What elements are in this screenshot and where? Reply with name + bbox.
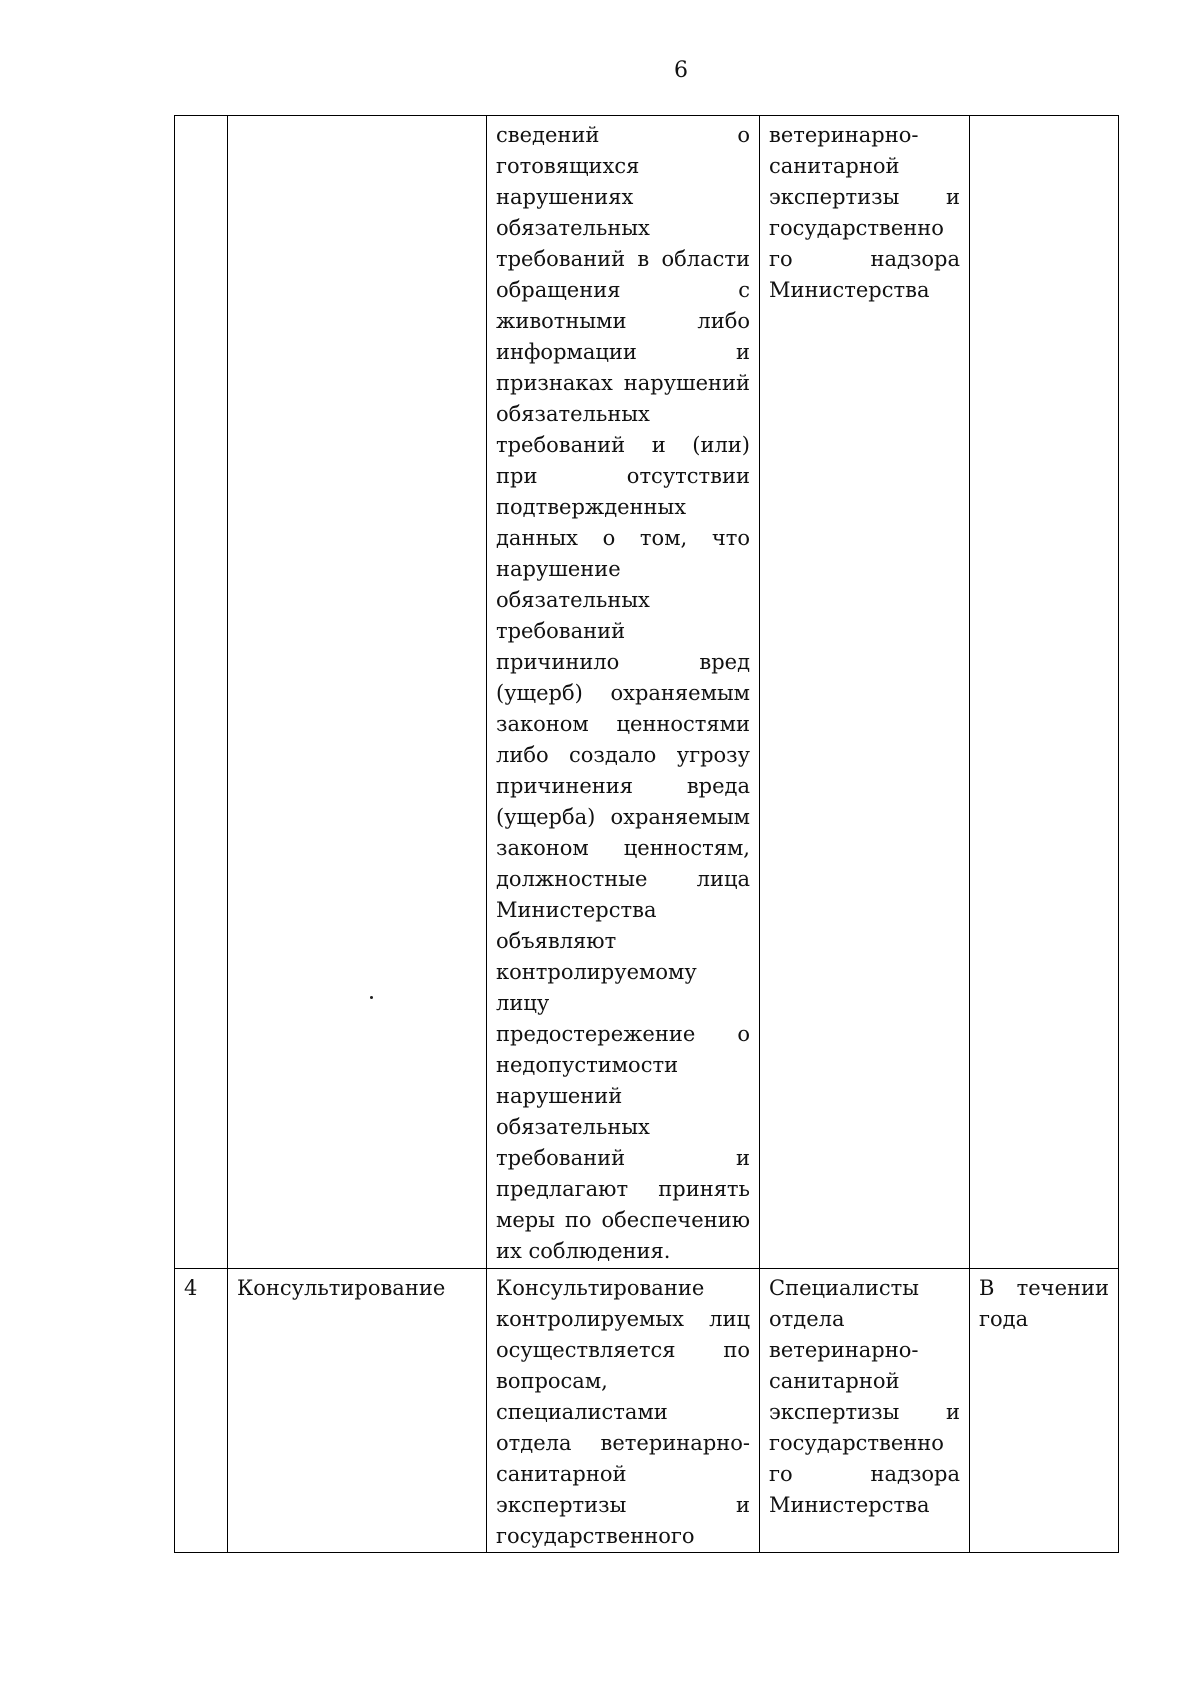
- description-line: предлагают принять: [496, 1177, 750, 1201]
- cell-number: 4: [175, 1269, 228, 1553]
- responsible-line: ветеринарно-: [769, 1338, 919, 1362]
- description-line: требований и: [496, 1146, 750, 1170]
- responsible-line: отдела: [769, 1307, 845, 1331]
- description-line: предостережение о: [496, 1022, 750, 1046]
- responsible-line: го надзора: [769, 1462, 960, 1486]
- description-line: экспертизы и: [496, 1493, 750, 1517]
- description-line: законом ценностям,: [496, 836, 750, 860]
- description-line: данных о том, что: [496, 526, 750, 550]
- cell-measure-name: Консультирование: [228, 1269, 487, 1553]
- cell-term: [970, 116, 1119, 1269]
- description-line: при отсутствии: [496, 464, 750, 488]
- description-line: государственного: [496, 1524, 695, 1548]
- description-line: специалистами: [496, 1400, 668, 1424]
- description-line: животными либо: [496, 309, 750, 333]
- description-line: осуществляется по: [496, 1338, 750, 1362]
- description-line: санитарной: [496, 1462, 627, 1486]
- responsible-line: го надзора: [769, 247, 960, 271]
- responsible-line: государственно: [769, 216, 944, 240]
- cell-responsible: [760, 116, 970, 1269]
- description-line: обращения с: [496, 278, 750, 302]
- description-line: признаках нарушений: [496, 371, 750, 395]
- responsible-line: экспертизы и: [769, 1400, 960, 1424]
- cell-measure-name: [228, 116, 487, 1269]
- description-line: причинило вред: [496, 650, 750, 674]
- description-line: подтвержденных: [496, 495, 687, 519]
- description-line: должностные лица: [496, 867, 750, 891]
- description-line: вопросам,: [496, 1369, 608, 1393]
- description-line: отдела ветеринарно-: [496, 1431, 750, 1455]
- table-row-continued: [175, 116, 1119, 1269]
- responsible-line: санитарной: [769, 1369, 900, 1393]
- term-line: года: [979, 1307, 1029, 1331]
- description-line: Министерства: [496, 898, 657, 922]
- description-line: обязательных: [496, 216, 650, 240]
- responsible-line: ветеринарно-: [769, 123, 919, 147]
- measures-table: [174, 115, 1119, 1553]
- responsible-line: санитарной: [769, 154, 900, 178]
- description-line: требований в области: [496, 247, 750, 271]
- description-line: нарушение: [496, 557, 621, 581]
- cell-description: [487, 116, 760, 1269]
- description-line: Консультирование: [496, 1276, 705, 1300]
- cell-description: [487, 1269, 760, 1553]
- scan-artifact-dot: [370, 996, 373, 999]
- description-line: обязательных: [496, 1115, 650, 1139]
- description-line: обязательных: [496, 588, 650, 612]
- description-line: сведений о: [496, 123, 750, 147]
- description-line: нарушений: [496, 1084, 623, 1108]
- description-line: законом ценностями: [496, 712, 750, 736]
- description-line: контролируемому: [496, 960, 697, 984]
- table-row-consulting: [175, 1269, 1119, 1553]
- cell-responsible: [760, 1269, 970, 1553]
- cell-term: [970, 1269, 1119, 1553]
- responsible-line: государственно: [769, 1431, 944, 1455]
- description-line: готовящихся: [496, 154, 640, 178]
- responsible-line: экспертизы и: [769, 185, 960, 209]
- description-line: информации и: [496, 340, 750, 364]
- description-line: требований и (или): [496, 433, 750, 457]
- responsible-line: Специалисты: [769, 1276, 919, 1300]
- description-line: недопустимости: [496, 1053, 679, 1077]
- description-line: требований: [496, 619, 626, 643]
- term-line: В течении: [979, 1276, 1109, 1300]
- description-line: контролируемых лиц: [496, 1307, 750, 1331]
- page-number: 6: [674, 58, 688, 83]
- responsible-line: Министерства: [769, 278, 930, 302]
- description-line: меры по обеспечению: [496, 1208, 750, 1232]
- responsible-line: Министерства: [769, 1493, 930, 1517]
- cell-number: [175, 116, 228, 1269]
- description-line: (ущерб) охраняемым: [496, 681, 750, 705]
- description-line: обязательных: [496, 402, 650, 426]
- description-line: причинения вреда: [496, 774, 750, 798]
- description-line: лицу: [496, 991, 550, 1015]
- description-line: либо создало угрозу: [496, 743, 750, 767]
- description-line: их соблюдения.: [496, 1239, 671, 1263]
- description-line: объявляют: [496, 929, 617, 953]
- description-line: нарушениях: [496, 185, 634, 209]
- description-line: (ущерба) охраняемым: [496, 805, 750, 829]
